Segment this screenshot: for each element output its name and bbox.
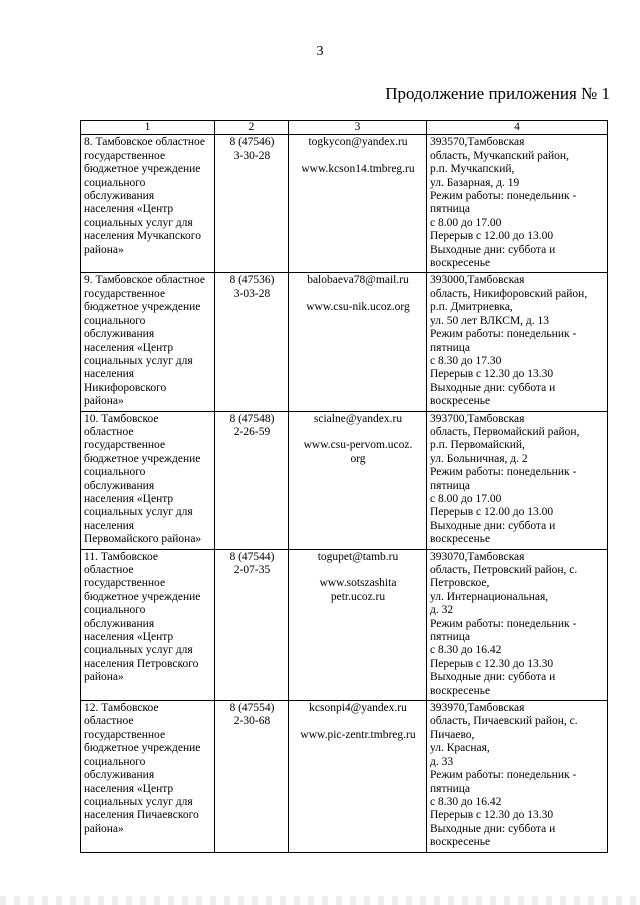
address-line: Режим работы: понедельник - (430, 769, 577, 782)
spacer (292, 150, 424, 163)
address-line: ул. Базарная, д. 19 (430, 176, 520, 189)
org-name-line: социальных услуг для (84, 795, 193, 808)
header-col-4: 4 (427, 121, 608, 135)
website-link[interactable]: www.kcson14.tmbreg.ru (301, 163, 415, 176)
org-name-line: населения (84, 519, 135, 532)
address-line: ул. 50 лет ВЛКСМ, д. 13 (430, 314, 550, 327)
org-name-line: государственное (84, 439, 166, 452)
email-link[interactable]: balobaeva78@mail.ru (307, 274, 409, 287)
address-line: воскресенье (430, 395, 491, 408)
address-line: с 8.30 до 16.42 (430, 795, 502, 808)
org-name-line: района» (84, 822, 124, 835)
header-col-3: 3 (289, 121, 427, 135)
spacer (292, 426, 424, 439)
org-name-line: населения Петровского (84, 657, 199, 670)
org-cell (81, 411, 215, 549)
org-name-line: социальных услуг для (84, 216, 193, 229)
org-name-line: бюджетное учреждение (84, 590, 201, 603)
org-name-line: социальных услуг для (84, 354, 193, 367)
scan-edge-artifact (0, 896, 640, 905)
header-col-2: 2 (215, 121, 289, 135)
org-name-line: областное (84, 564, 134, 576)
org-name-line: населения «Центр (84, 492, 174, 505)
address-line: пятница (430, 341, 471, 354)
contact-cell (289, 411, 427, 549)
org-name-line: обслуживания (84, 479, 155, 492)
table-row (81, 273, 608, 411)
email-link[interactable]: scialne@yandex.ru (313, 412, 403, 425)
address-line: Перерыв с 12.00 до 13.00 (430, 230, 554, 243)
org-cell (81, 273, 215, 411)
spacer (292, 288, 424, 301)
page-number: 3 (316, 44, 324, 59)
address-line: ул. Красная, (430, 742, 490, 755)
contact-cell (289, 549, 427, 700)
address-cell (427, 135, 608, 273)
org-name-line: бюджетное учреждение (84, 301, 201, 314)
org-name-line: социальных услуг для (84, 506, 193, 519)
phone-line: 3-30-28 (233, 149, 271, 162)
website-link[interactable]: petr.ucoz.ru (330, 590, 386, 603)
phone-line: 8 (47548) (229, 412, 275, 425)
address-line: Выходные дни: суббота и (430, 243, 556, 256)
org-name-line: социального (84, 314, 146, 327)
contact-cell (289, 273, 427, 411)
address-cell (427, 273, 608, 411)
website-link[interactable]: www.sotszashita (319, 577, 397, 590)
phone-line: 8 (47546) (229, 136, 275, 149)
org-name-line: населения «Центр (84, 782, 174, 795)
org-name-line: 12. Тамбовское (84, 702, 159, 715)
address-cell (427, 701, 608, 852)
address-line: Режим работы: понедельник - (430, 617, 577, 630)
phone-cell (215, 701, 289, 852)
org-name-line: населения «Центр (84, 203, 174, 216)
table-row (81, 701, 608, 852)
org-name-line: социального (84, 604, 146, 617)
phone-cell (215, 273, 289, 411)
org-name-line: района» (84, 243, 124, 256)
appendix-title: Продолжение приложения № 1 (385, 84, 610, 103)
address-line: пятница (430, 203, 471, 216)
org-cell (81, 701, 215, 852)
website-link[interactable]: org (350, 452, 366, 465)
address-line: Перерыв с 12.00 до 13.00 (430, 506, 554, 519)
address-line: 393570,Тамбовская (430, 136, 525, 149)
email-link[interactable]: togupet@tamb.ru (317, 550, 399, 563)
address-line: Режим работы: понедельник - (430, 466, 577, 479)
org-name-line: обслуживания (84, 769, 155, 782)
address-line: область, Петровский район, с. (430, 564, 578, 576)
address-line: 393070,Тамбовская (430, 550, 525, 563)
phone-cell (215, 411, 289, 549)
org-name-line: государственное (84, 728, 166, 741)
address-line: р.п. Дмитриевка, (430, 301, 513, 314)
address-line: Петровское, (430, 577, 490, 590)
address-line: с 8.00 до 17.00 (430, 492, 502, 505)
address-line: пятница (430, 479, 471, 492)
phone-line: 2-30-68 (233, 715, 271, 728)
org-name-line: Первомайского района» (84, 533, 202, 546)
org-name-line: государственное (84, 149, 166, 162)
org-name-line: обслуживания (84, 328, 155, 341)
org-name-line: государственное (84, 287, 166, 300)
address-line: д. 33 (430, 755, 454, 768)
address-line: Перерыв с 12.30 до 13.30 (430, 657, 554, 670)
address-cell (427, 549, 608, 700)
org-name-line: населения «Центр (84, 631, 174, 644)
org-name-line: социального (84, 466, 146, 479)
address-line: Выходные дни: суббота и (430, 519, 556, 532)
org-name-line: обслуживания (84, 617, 155, 630)
org-name-line: социального (84, 176, 146, 189)
org-name-line: государственное (84, 577, 166, 590)
address-line: с 8.00 до 17.00 (430, 216, 502, 229)
address-line: 393700,Тамбовская (430, 412, 525, 425)
org-name-line: обслуживания (84, 190, 155, 203)
address-line: область, Первомайский район, (430, 425, 580, 438)
org-name-line: 8. Тамбовское областное (84, 136, 205, 149)
website-link[interactable]: www.csu-nik.ucoz.org (306, 301, 410, 314)
org-cell (81, 549, 215, 700)
address-line: Пичаево, (430, 728, 475, 741)
org-name-line: областное (84, 425, 134, 438)
address-line: область, Никифоровский район, (430, 287, 588, 300)
org-name-line: бюджетное учреждение (84, 163, 201, 176)
phone-line: 8 (47536) (229, 274, 275, 287)
table-row (81, 549, 608, 700)
table-body (81, 135, 608, 852)
address-line: пятница (430, 782, 471, 795)
phone-line: 8 (47554) (229, 702, 275, 715)
address-line: 393000,Тамбовская (430, 274, 525, 287)
address-line: Выходные дни: суббота и (430, 822, 556, 835)
contact-cell (289, 135, 427, 273)
phone-line: 2-07-35 (233, 564, 271, 576)
phone-line: 8 (47544) (229, 550, 275, 563)
address-line: с 8.30 до 16.42 (430, 644, 502, 657)
header-row (81, 121, 608, 135)
address-line: ул. Интернациональная, (430, 590, 549, 603)
address-line: д. 32 (430, 604, 454, 617)
org-name-line: населения «Центр (84, 341, 174, 354)
phone-line: 2-26-59 (233, 425, 271, 438)
org-name-line: района» (84, 395, 124, 408)
address-line: 393970,Тамбовская (430, 702, 525, 715)
contact-cell (289, 701, 427, 852)
phone-cell (215, 549, 289, 700)
address-line: Выходные дни: суббота и (430, 381, 556, 394)
address-line: Режим работы: понедельник - (430, 328, 577, 341)
spacer (292, 715, 424, 728)
address-line: воскресенье (430, 533, 491, 546)
address-line: р.п. Мучкапский, (430, 163, 515, 176)
phone-cell (215, 135, 289, 273)
address-line: с 8.30 до 17.30 (430, 354, 502, 367)
address-line: пятница (430, 631, 471, 644)
org-name-line: населения (84, 368, 135, 381)
org-name-line: социальных услуг для (84, 644, 193, 657)
address-line: область, Пичаевский район, с. (430, 715, 578, 728)
spacer (292, 564, 424, 577)
address-line: воскресенье (430, 684, 491, 697)
email-link[interactable]: kcsonpi4@yandex.ru (309, 702, 407, 715)
address-line: Выходные дни: суббота и (430, 671, 556, 684)
website-link[interactable]: www.pic-zentr.tmbreg.ru (300, 728, 416, 741)
email-link[interactable]: togkycon@yandex.ru (308, 136, 408, 149)
institutions-table (80, 120, 608, 853)
org-name-line: населения Пичаевского (84, 809, 199, 822)
address-line: воскресенье (430, 836, 491, 849)
org-cell (81, 135, 215, 273)
table-row (81, 411, 608, 549)
address-line: ул. Больничная, д. 2 (430, 452, 528, 465)
address-line: р.п. Первомайский, (430, 439, 525, 452)
website-link[interactable]: www.csu-pervom.ucoz. (303, 439, 413, 452)
org-name-line: 11. Тамбовское (84, 550, 159, 563)
address-line: Перерыв с 12.30 до 13.30 (430, 809, 554, 822)
org-name-line: областное (84, 715, 134, 728)
header-col-1: 1 (81, 121, 215, 135)
address-line: Режим работы: понедельник - (430, 190, 577, 203)
address-cell (427, 411, 608, 549)
org-name-line: населения Мучкапского (84, 230, 201, 243)
org-name-line: 10. Тамбовское (84, 412, 159, 425)
org-name-line: района» (84, 671, 124, 684)
table-row (81, 135, 608, 273)
org-name-line: Никифоровского (84, 381, 167, 394)
address-line: область, Мучкапский район, (430, 149, 569, 162)
address-line: Перерыв с 12.30 до 13.30 (430, 368, 554, 381)
org-name-line: бюджетное учреждение (84, 452, 201, 465)
phone-line: 3-03-28 (233, 287, 271, 300)
address-line: воскресенье (430, 257, 491, 270)
org-name-line: 9. Тамбовское областное (84, 274, 205, 287)
org-name-line: социального (84, 755, 146, 768)
org-name-line: бюджетное учреждение (84, 742, 201, 755)
